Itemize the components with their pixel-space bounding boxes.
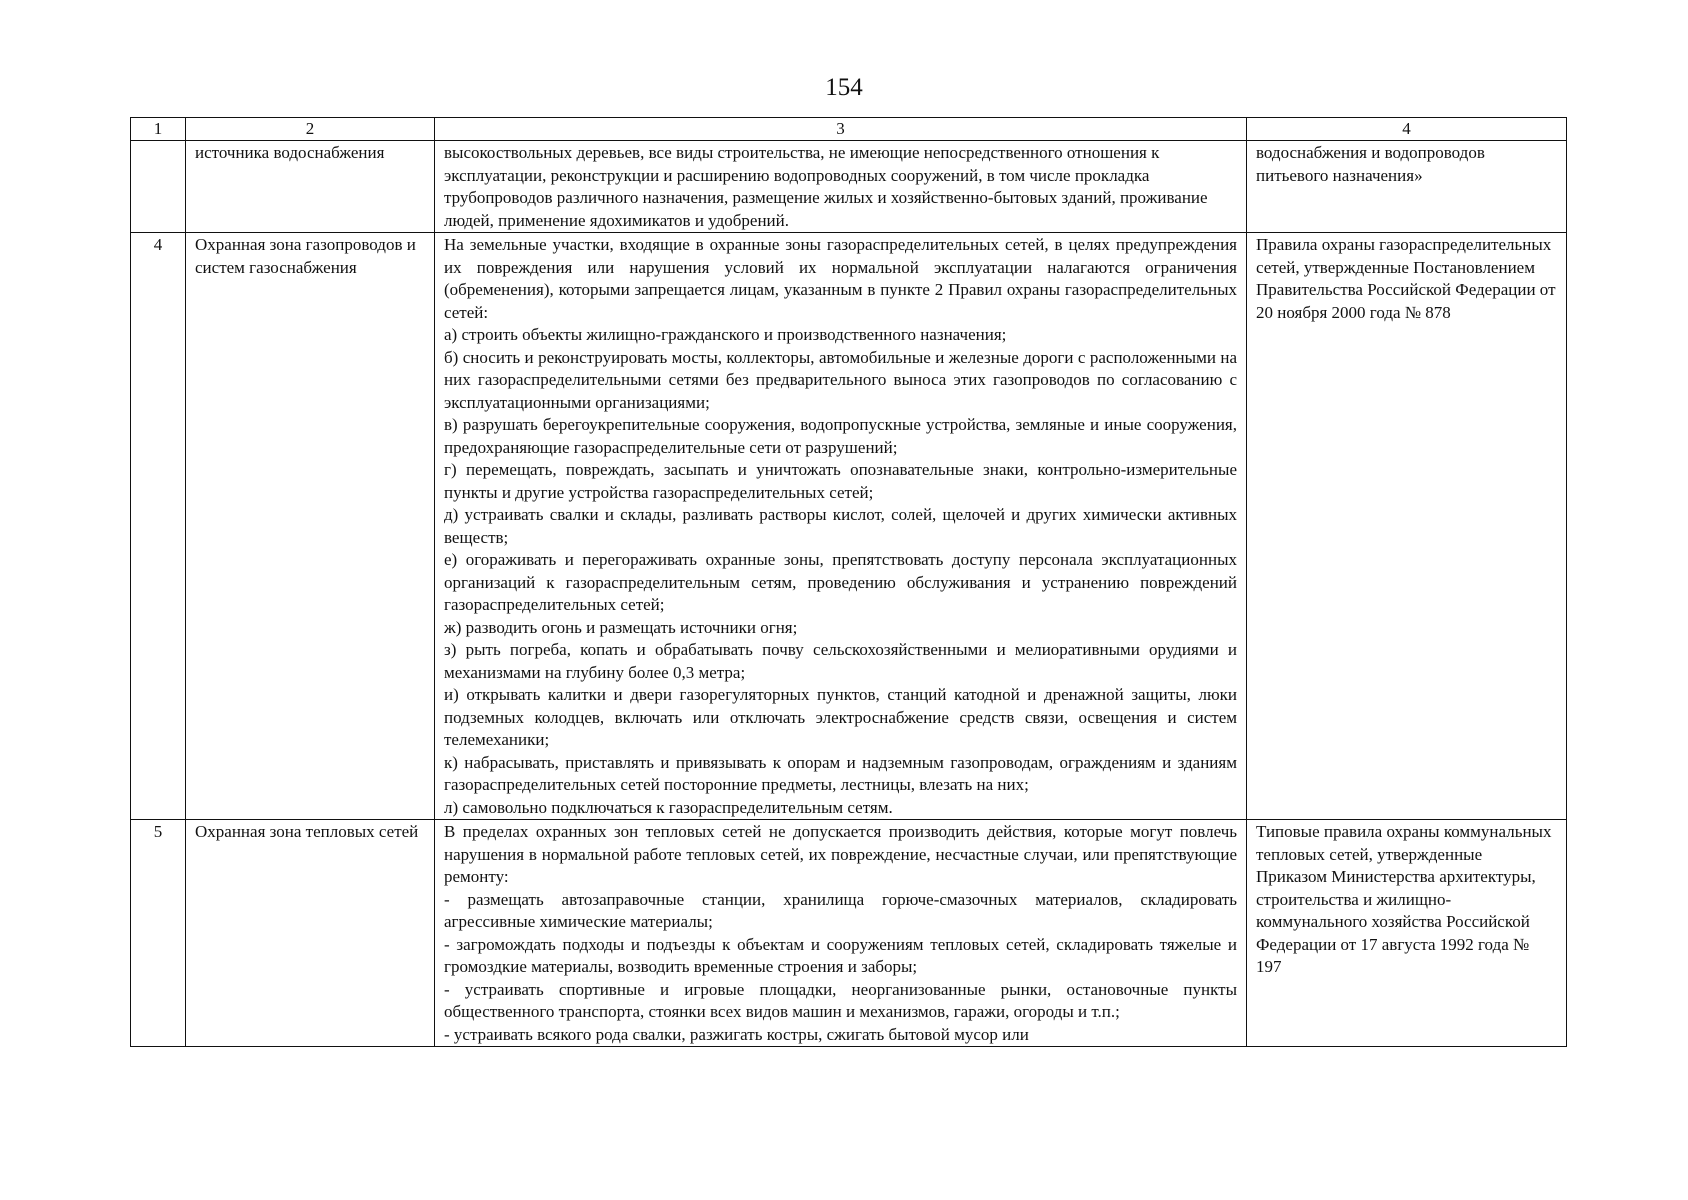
restriction-item: - устраивать спортивные и игровые площадки, неорганизованные рынки, остановочные пункты общественного транспорта, стоянки всех видов машин и механизмов, гаражи, огороды и т.п.; — [444, 979, 1237, 1021]
header-cell-3: 3 — [435, 118, 1247, 141]
legal-basis-cell: Правила охраны газораспределительных сетей, утвержденные Постановлением Правительства Российской Федерации от 20 ноября 2000 года № 878 — [1247, 233, 1567, 820]
restriction-item-b: б) сносить и реконструировать мосты, коллекторы, автомобильные и железные дороги с расположенными на них газораспределительными сетями без предварительного выноса этих газопроводов по согласованию с эксплуатационными организациями; — [444, 347, 1237, 412]
restriction-item-v: в) разрушать берегоукрепительные сооружения, водопропускные устройства, земляные и иные сооружения, предохраняющие газораспределительные сети от разрушений; — [444, 415, 1237, 457]
continuation-zone-cell: источника водоснабжения — [186, 141, 435, 233]
restriction-item-k: к) набрасывать, приставлять и привязывать к опорам и надземным газопроводам, ограждениям и зданиям газораспределительных сетей посторонние предметы, лестницы, влезать на них; — [444, 752, 1237, 794]
header-cell-2: 2 — [186, 118, 435, 141]
page-number: 154 — [825, 74, 863, 101]
row-number: 4 — [131, 233, 186, 820]
restrictions-cell — [435, 233, 1247, 820]
continuation-basis-cell: водоснабжения и водопроводов питьевого назначения» — [1247, 141, 1567, 233]
zone-name-cell: Охранная зона тепловых сетей — [186, 820, 435, 1047]
continuation-number-cell — [131, 141, 186, 233]
header-cell-1: 1 — [131, 118, 186, 141]
header-cell-4: 4 — [1247, 118, 1567, 141]
restriction-item-a: а) строить объекты жилищно-гражданского и производственного назначения; — [444, 325, 1007, 344]
restriction-paragraph: В пределах охранных зон тепловых сетей не допускается производить действия, которые могут повлечь нарушения в нормальной работе тепловых сетей, их повреждение, несчастные случаи, или препятствующие ремонту: — [444, 822, 1237, 886]
restriction-item-cut: - устраивать всякого рода свалки, разжигать костры, сжигать бытовой мусор или — [444, 1024, 1029, 1044]
continuation-row — [131, 141, 1567, 233]
restriction-item-d: д) устраивать свалки и склады, разливать растворы кислот, солей, щелочей и других химически активных веществ; — [444, 505, 1237, 547]
legal-basis-cell: Типовые правила охраны коммунальных тепловых сетей, утвержденные Приказом Министерства архитектуры, строительства и жилищно-коммунального хозяйства Российской Федерации от 17 августа 1992 года № 197 — [1247, 820, 1567, 1047]
table-row-heat-zone — [131, 820, 1567, 1047]
restriction-item-i: и) открывать калитки и двери газорегуляторных пунктов, станций катодной и дренажной защиты, люки подземных колодцев, включать или отключать электроснабжение средств связи, освещения и систем телемеханики; — [444, 685, 1237, 749]
restrictions-cell — [435, 820, 1247, 1047]
continuation-restrictions-cell: высокоствольных деревьев, все виды строительства, не имеющие непосредственного отношения к эксплуатации, реконструкции и расширению водопроводных сооружений, в том числе прокладка трубопроводов различного назначения, размещение жилых и хозяйственно-бытовых зданий, проживание людей, применение ядохимикатов и удобрений. — [435, 141, 1247, 233]
row-number: 5 — [131, 820, 186, 1047]
restriction-paragraph: На земельные участки, входящие в охранные зоны газораспределительных сетей, в целях предупреждения их повреждения или нарушения условий их нормальной эксплуатации налагаются ограничения (обременения), которыми запрещается лицам, указанным в пункте 2 Правил охраны газораспределительных сетей: — [444, 235, 1237, 322]
restriction-item-l: л) самовольно подключаться к газораспределительным сетям. — [444, 797, 893, 817]
restrictions-table — [130, 117, 1567, 1047]
table-row-gas-zone — [131, 233, 1567, 820]
restriction-item: - размещать автозаправочные станции, хранилища горюче-смазочных материалов, складировать агрессивные химические материалы; — [444, 889, 1237, 931]
restriction-item-g: г) перемещать, повреждать, засыпать и уничтожать опознавательные знаки, контрольно-измерительные пункты и другие устройства газораспределительных сетей; — [444, 460, 1237, 502]
zone-name-cell: Охранная зона газопроводов и систем газоснабжения — [186, 233, 435, 820]
column-number-header-row — [131, 118, 1567, 141]
restriction-item-zh: ж) разводить огонь и размещать источники огня; — [444, 617, 798, 637]
restriction-item-e: е) огораживать и перегораживать охранные зоны, препятствовать доступу персонала эксплуатационных организаций к газораспределительным сетям, проведению обслуживания и устранению повреждений газораспределительных сетей; — [444, 550, 1237, 614]
restriction-item-z: з) рыть погреба, копать и обрабатывать почву сельскохозяйственными и мелиоративными орудиями и механизмами на глубину более 0,3 метра; — [444, 640, 1237, 682]
restriction-item: - загромождать подходы и подъезды к объектам и сооружениям тепловых сетей, складировать тяжелые и громоздкие материалы, возводить временные строения и заборы; — [444, 934, 1237, 976]
